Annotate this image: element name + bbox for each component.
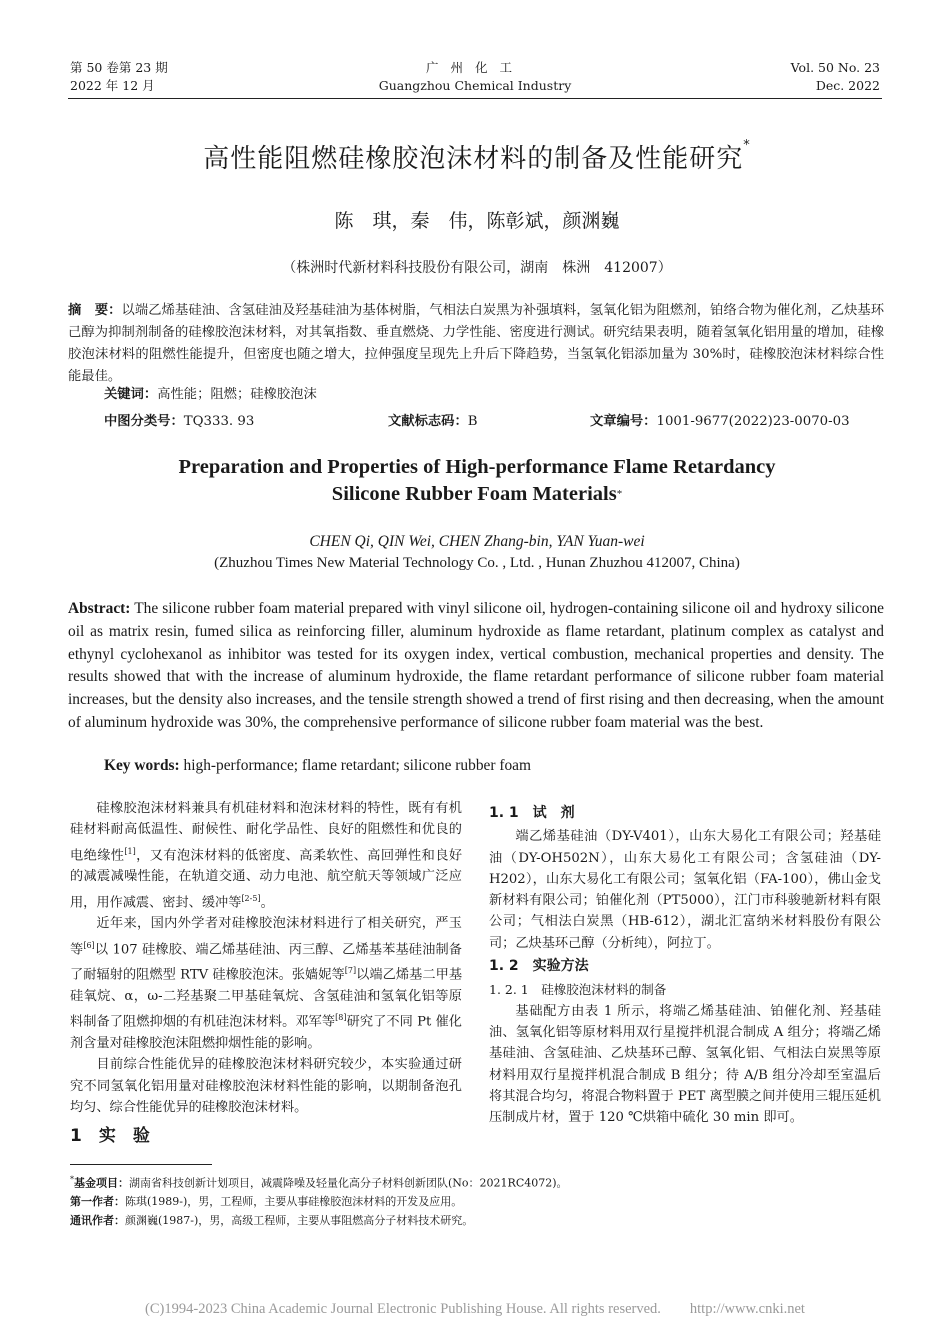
clc-value: TQ333. 93 — [183, 414, 255, 429]
body-right-column — [489, 803, 881, 1128]
section-1-heading: 1 实 验 — [70, 1126, 150, 1147]
article-number-label: 文章编号： — [590, 414, 657, 429]
body-left-column — [70, 798, 462, 1147]
doc-code-value: B — [467, 414, 478, 429]
document-code — [388, 411, 478, 433]
copyright-watermark: (C)1994-2023 China Academic Journal Electronic Publishing House. All rights reserved. http://www.cnki.net — [145, 1301, 805, 1317]
abstract-cn-text: 以端乙烯基硅油、含氢硅油及羟基硅油为基体树脂，气相法白炭黑为补强填料，氢氧化铝为阻燃剂，铂络合物为催化剂，乙炔基环己醇为抑制剂制备的硅橡胶泡沫材料，对其氧指数、垂直燃烧、力学性能、密度进行测试。研究结果表明，随着氢氧化铝用量的增加，硅橡胶泡沫材料的阻燃性能提升，但密度也随之增大，拉伸强度呈现先上升后下降趋势，当氢氧化铝添加量为 30%时，硅橡胶泡沫材料综合性能最佳。 — [68, 303, 885, 384]
section-1-2-heading: 1. 2 实验方法 — [489, 958, 589, 975]
header-journal-en: Guangzhou Chemical Industry — [378, 78, 572, 93]
header-left — [70, 59, 168, 95]
header-volume: 第 50 卷第 23 期 — [70, 60, 168, 75]
article-number — [590, 411, 850, 433]
abstract-en-text: The silicone rubber foam material prepared with vinyl silicone oil, hydrogen-containing silicone oil and hydroxy silicone oil as matrix resin, fumed silica as reinforcing filler, aluminum hydroxide as flame retardant, platinum complex as catalyst and ethynyl cyclohexanol as inhibitor was tested for its oxygen index, vertical combustion, mechanical properties and density. The results showed that with the increase of aluminum hydroxide, the flame retardant performance of silicone rubber foam material increases, but the density also increases, and the tensile strength showed a trend of first rising and then decreasing, when the amount of aluminum hydroxide was 30%, the comprehensive performance of silicone rubber foam material was the best. — [68, 600, 884, 731]
footnote-corresponding-author: 通讯作者：颜渊巍(1987-)，男，高级工程师，主要从事阻燃高分子材料技术研究。 — [70, 1213, 474, 1227]
intro-paragraph-2: 近年来，国内外学者对硅橡胶泡沫材料进行了相关研究，严玉等[6]以 107 硅橡胶、端乙烯基硅油、丙三醇、乙烯基苯基硅油制备了耐辐射的阻燃型 RTV 硅橡胶泡沫。张嫱妮等[7]以端乙烯基二甲基硅氧烷、α，ω-二羟基聚二甲基硅氧烷、含氢硅油和氢氧化铝等原料制备了阻燃抑烟的有机硅泡沫材料。邓军等[8]研究了不同 Pt 催化剂含量对硅橡胶泡沫阻燃抑烟性能的影响。 — [70, 916, 463, 1051]
header-date: 2022 年 12 月 — [70, 78, 155, 93]
abstract-en-label: Abstract: — [68, 600, 131, 617]
intro-paragraph-1: 硅橡胶泡沫材料兼具有机硅材料和泡沫材料的特性，既有有机硅材料耐高低温性、耐候性、耐化学品性、良好的阻燃性和优良的电绝缘性[1]，又有泡沫材料的低密度、高柔软性、高回弹性和良好的减震减噪性能，在轨道交通、动力电池、航空航天等领域广泛应用，用作减震、密封、缓冲等[2-5]。 — [70, 801, 463, 910]
article-number-value: 1001-9677(2022)23-0070-03 — [656, 414, 850, 429]
affiliation-cn: （株洲时代新材料科技股份有限公司，湖南 株洲 412007） — [282, 260, 672, 276]
abstract-cn-label: 摘 要： — [68, 303, 122, 318]
clc-label: 中图分类号： — [104, 414, 184, 429]
doc-code-label: 文献标志码： — [388, 414, 468, 429]
title-en-mark: * — [616, 488, 623, 500]
title-en-line1: Preparation and Properties of High-performance Flame Retardancy — [178, 456, 776, 478]
title-en — [70, 454, 884, 508]
keywords-cn-text: 高性能；阻燃；硅橡胶泡沫 — [157, 387, 317, 402]
title-en-line2: Silicone Rubber Foam Materials — [331, 483, 617, 505]
authors-cn: 陈 琪，秦 伟，陈彰斌，颜渊巍 — [334, 210, 620, 232]
title-cn-text: 高性能阻燃硅橡胶泡沫材料的制备及性能研究 — [203, 144, 744, 174]
header-date-en: Dec. 2022 — [815, 78, 880, 93]
footnote-first-author: 第一作者：陈琪(1989-)，男，工程师，主要从事硅橡胶泡沫材料的开发及应用。 — [70, 1195, 463, 1209]
authors-en: CHEN Qi, QIN Wei, CHEN Zhang-bin, YAN Yuan-wei — [309, 533, 645, 550]
header-volume-en: Vol. 50 No. 23 — [790, 60, 880, 75]
abstract-cn — [68, 300, 884, 388]
header-rule — [68, 98, 882, 99]
keywords-en-text: high-performance; flame retardant; silicone rubber foam — [183, 757, 531, 774]
method-paragraph: 基础配方由表 1 所示，将端乙烯基硅油、铂催化剂、羟基硅油、氢氧化铝等原材料用双行星搅拌机混合制成 A 组分；将端乙烯基硅油、含氢硅油、乙炔基环己醇、氢氧化铝、气相法白炭黑等原材料用双行星搅拌机混合制成 B 组分；待 A/B 组分冷却至室温后将其混合均匀，将混合物料置于 PET 离型膜之间并使用三辊压延机压制成片材，置于 120 ℃烘箱中硫化 30 min 即可。 — [489, 1003, 881, 1126]
header-journal-cn: 广州化工 — [425, 60, 524, 75]
abstract-en — [68, 598, 884, 735]
intro-paragraph-3: 目前综合性能优异的硅橡胶泡沫材料研究较少，本实验通过研究不同氢氧化铝用量对硅橡胶泡沫材料性能的影响，以期制备泡孔均匀、综合性能优异的硅橡胶泡沫材料。 — [70, 1057, 462, 1115]
section-1-2-1-heading: 1. 2. 1 硅橡胶泡沫材料的制备 — [489, 982, 667, 998]
footnotes — [70, 1171, 882, 1230]
keywords-en — [104, 757, 531, 775]
keywords-cn — [104, 384, 317, 406]
keywords-en-label: Key words: — [104, 757, 180, 774]
footnote-rule — [70, 1164, 212, 1165]
reagents-paragraph: 端乙烯基硅油（DY-V401），山东大易化工有限公司；羟基硅油（DY-OH502N），山东大易化工有限公司；含氢硅油（DY-H202），山东大易化工有限公司；氢氧化铝（FA-100），佛山金戈新材料有限公司；铂催化剂（PT5000），江门市科骏驰新材料有限公司；气相法白炭黑（HB-612），湖北汇富纳米材料股份有限公司；乙炔基环己醇（分析纯），阿拉丁。 — [489, 829, 881, 951]
keywords-cn-label: 关键词： — [104, 387, 158, 402]
footnote-fund: *基金项目：湖南省科技创新计划项目，减震降噪及轻量化高分子材料创新团队(No：2021RC4072)。 — [70, 1175, 568, 1190]
clc-number — [104, 411, 254, 433]
title-cn-mark: * — [743, 138, 751, 153]
section-1-1-heading: 1. 1 试 剂 — [489, 805, 575, 821]
header-center — [325, 59, 625, 95]
affiliation-en: (Zhuzhou Times New Material Technology Co. , Ltd. , Hunan Zhuzhou 412007, China) — [214, 555, 740, 571]
title-cn — [70, 138, 884, 175]
header-right — [791, 59, 880, 95]
